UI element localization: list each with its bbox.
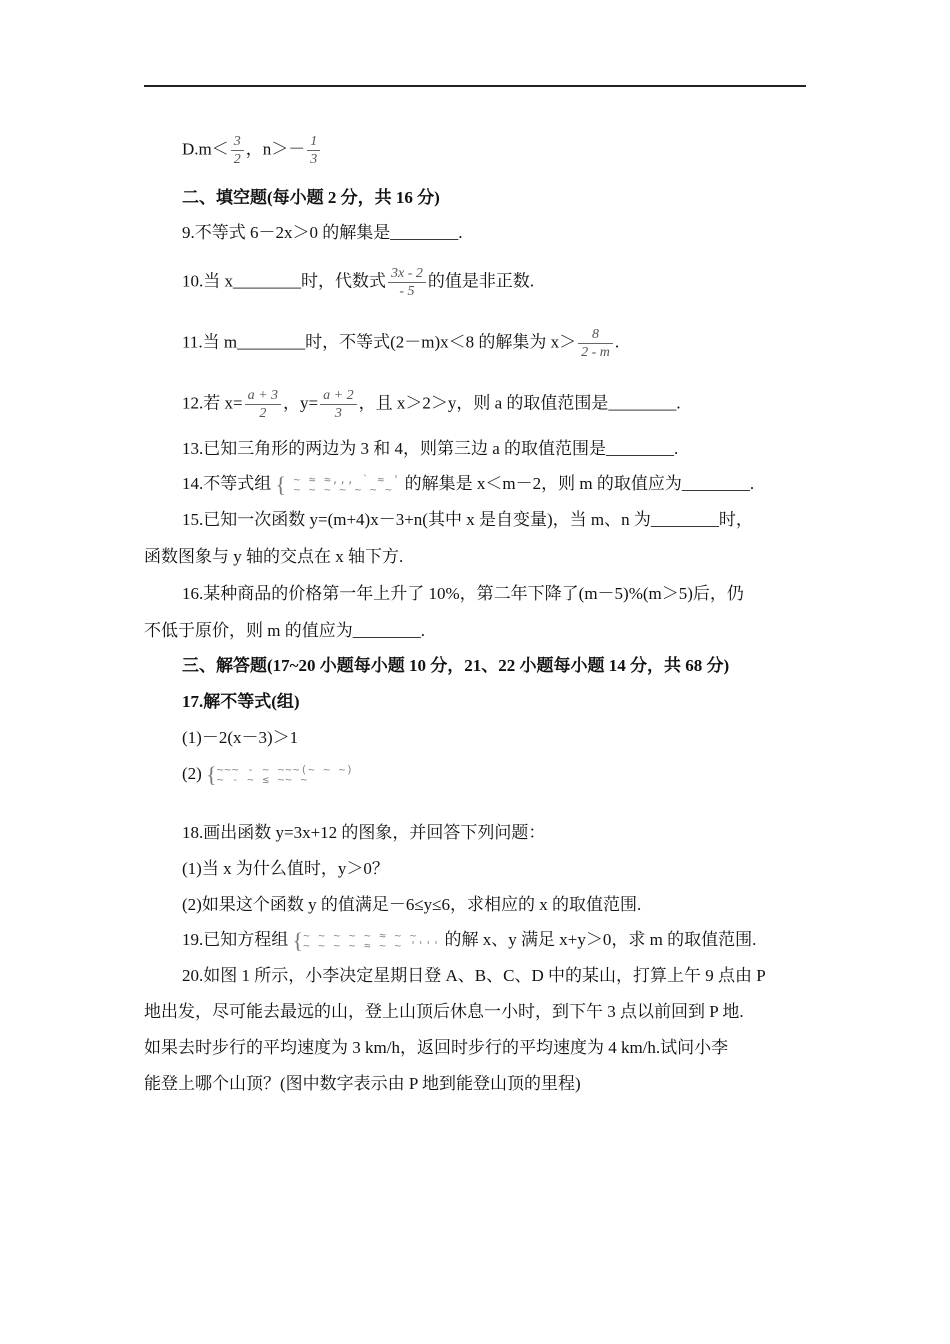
option-d-prefix: D.m＜ [182, 139, 229, 159]
question-20-line1: 20.如图 1 所示，小李决定星期日登 A、B、C、D 中的某山，打算上午 9 点由 P [182, 966, 766, 985]
question-11-tail: . [614, 332, 620, 352]
numerator: a + 2 [320, 387, 356, 405]
question-17-part2-label: (2) [182, 764, 202, 783]
question-20-line4: 能登上哪个山顶？(图中数字表示由 P 地到能登山顶的里程) [144, 1074, 581, 1093]
question-15-line2: 函数图象与 y 轴的交点在 x 轴下方. [144, 547, 404, 566]
question-11-text: 11.当 m________时，不等式(2－m)x＜8 的解集为 x＞ [182, 332, 577, 352]
fraction [388, 265, 426, 300]
question-17-part1: (1)－2(x－3)＞1 [182, 728, 299, 747]
equation-system-image: ~ ~ ~ ~ ~ ≈ ~ ~ ~ ~ ~ ~ ≈ ~ ~ '''' [303, 929, 441, 953]
numerator: 1 [307, 133, 320, 151]
denominator: 2 [233, 152, 241, 167]
denominator: - 5 [399, 284, 415, 299]
denominator: 3 [334, 406, 342, 421]
inequality-system-image: ~~~ - ~ ~~~(~ ~ ~) ~ - ~ ≤ ~~ ~ [216, 763, 354, 787]
question-17-part2 [182, 762, 354, 787]
question-10-tail: 的值是非正数. [427, 271, 535, 291]
question-19 [182, 928, 756, 953]
section-heading-fill-in: 二、填空题(每小题 2 分，共 16 分) [182, 188, 440, 207]
question-9: 9.不等式 6－2x＞0 的解集是________. [182, 223, 463, 242]
question-14-text: 14.不等式组 [182, 474, 272, 493]
question-14 [182, 472, 754, 497]
question-20-line2: 地出发，尽可能去最远的山，登上山顶后休息一小时，到下午 3 点以前回到 P 地. [144, 1002, 744, 1021]
option-d [182, 133, 322, 168]
fraction [307, 133, 320, 168]
question-12-mid: ，y= [283, 393, 319, 413]
fraction [231, 133, 244, 168]
question-12-text: 12.若 x= [182, 393, 243, 413]
brace-icon: { [275, 472, 287, 498]
numerator: 3 [231, 133, 244, 151]
question-13: 13.已知三角形的两边为 3 和 4，则第三边 a 的取值范围是________. [182, 439, 679, 458]
numerator: 3x - 2 [388, 265, 426, 283]
fraction [320, 387, 356, 422]
brace-icon: { [292, 928, 304, 954]
question-16-line1: 16.某种商品的价格第一年上升了 10%，第二年下降了(m－5)%(m＞5)后，仍 [182, 584, 744, 603]
question-17: 17.解不等式(组) [182, 692, 300, 711]
question-18-part2: (2)如果这个函数 y 的值满足－6≤y≤6，求相应的 x 的取值范围. [182, 895, 642, 914]
question-15-line1: 15.已知一次函数 y=(m+4)x－3+n(其中 x 是自变量)，当 m、n 为________时， [182, 510, 753, 529]
denominator: 2 - m [581, 345, 610, 360]
question-18-part1: (1)当 x 为什么值时，y＞0？ [182, 859, 389, 878]
question-14-tail: 的解集是 x＜m－2，则 m 的取值应为________. [404, 474, 755, 493]
question-16-line2: 不低于原价，则 m 的值应为________. [144, 621, 425, 640]
question-18: 18.画出函数 y=3x+12 的图象，并回答下列问题： [182, 823, 546, 842]
question-19-text: 19.已知方程组 [182, 930, 289, 949]
question-12-tail: ，且 x＞2＞y，则 a 的取值范围是________. [358, 393, 681, 413]
option-d-mid: ，n＞－ [245, 139, 306, 159]
fraction [245, 387, 281, 422]
numerator: 8 [578, 326, 613, 344]
question-10-text: 10.当 x________时，代数式 [182, 271, 386, 291]
fraction [578, 326, 613, 361]
header-rule [144, 85, 806, 87]
question-11 [182, 326, 619, 361]
numerator: a + 3 [245, 387, 281, 405]
denominator: 2 [259, 406, 267, 421]
brace-icon: { [206, 762, 217, 788]
section-heading-solutions: 三、解答题(17~20 小题每小题 10 分，21、22 小题每小题 14 分，共 68 分) [182, 656, 730, 675]
question-10 [182, 265, 534, 300]
question-12 [182, 387, 681, 422]
equation-system-image: ~ ≈ ≈,,, ` ≈ ' ~ ~ ~ ~ ~ ~ ~ [286, 473, 401, 497]
question-20-line3: 如果去时步行的平均速度为 3 km/h，返回时步行的平均速度为 4 km/h.试问小李 [144, 1038, 729, 1057]
denominator: 3 [310, 152, 318, 167]
question-19-tail: 的解 x、y 满足 x+y＞0，求 m 的取值范围. [444, 930, 757, 949]
